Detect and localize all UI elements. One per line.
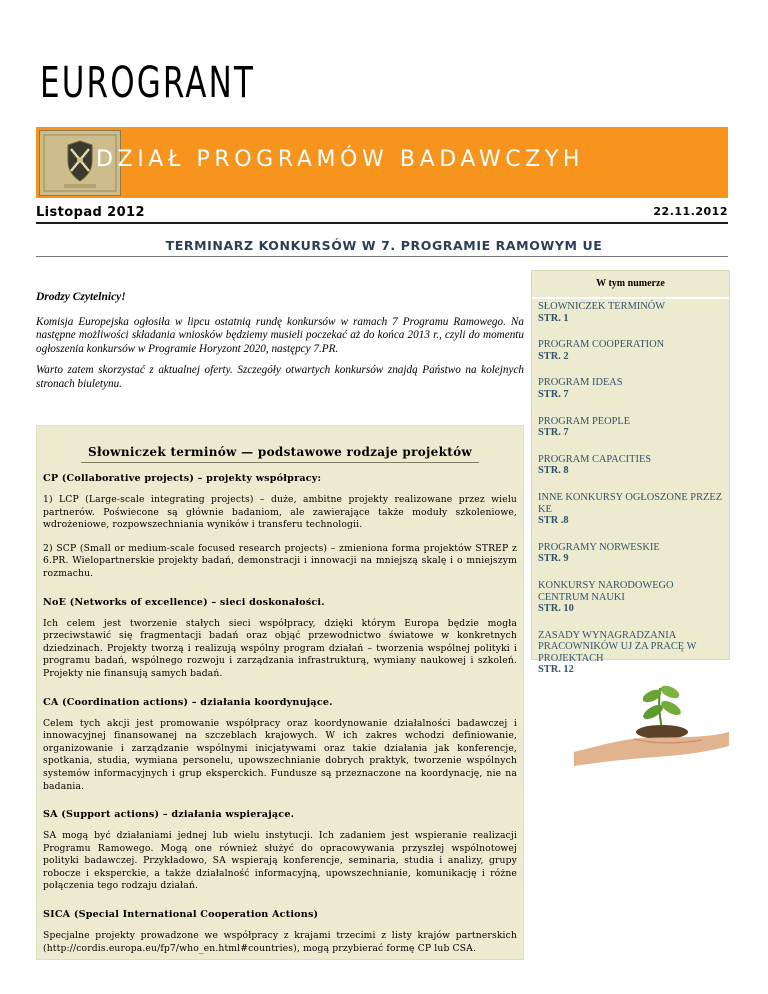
contents-item-title: INNE KONKURSY OGŁOSZONE PRZEZ KE [538, 491, 723, 515]
contents-item[interactable] [538, 580, 724, 615]
glossary-paragraph: 1) LCP (Large-scale integrating projects) – duże, ambitne projekty realizowane przez wielu partnerów. Poświecone są głównie badaniom, ale zawierające także moduły szkoleniowe, wdrożeniowe, rozpowszechniania wyników i transferu technologii. [43, 494, 517, 531]
header-divider [36, 222, 728, 224]
contents-item-page: STR. 2 [538, 350, 569, 362]
glossary-divider [81, 462, 479, 463]
contents-item[interactable] [538, 542, 724, 565]
contents-item-page: STR. 7 [538, 388, 569, 400]
contents-item-title: PROGRAM IDEAS [538, 377, 623, 389]
title-divider [36, 256, 728, 257]
intro-paragraph: Warto zatem skorzystać z aktualnej oferty. Szczegóły otwartych konkursów znajdą Państwo na kolejnych stronach biuletynu. [36, 364, 524, 390]
contents-item[interactable] [538, 630, 724, 676]
glossary-paragraph: Celem tych akcji jest promowanie współpracy oraz koordynowanie działalności badawczej i innowacyjnej finansowanej na szczeblach krajowych. W ich zakres wchodzi definiowanie, organizowanie i zarządzanie wspólnymi inicjatywami oraz takie działania jak konferencje, spotkania, studia, wymiana personelu, upowszechnianie dobrych praktyk, tworzenie wspólnych systemów informacyjnych i grup eksperckich. Fundusze są przeznaczone na koordynację, nie na badania. [43, 717, 517, 792]
contents-item-title: SŁOWNICZEK TERMINÓW [538, 301, 666, 312]
contents-item[interactable] [538, 301, 724, 324]
contents-item-title: KONKURSY NARODOWEGO CENTRUM NAUKI [538, 579, 674, 603]
contents-item[interactable] [538, 454, 724, 477]
glossary-term: CA (Coordination actions) – działania koordynujące. [43, 696, 333, 708]
contents-item-page: STR .8 [538, 515, 569, 527]
glossary-term: SICA (Special International Cooperation Actions) [43, 909, 319, 921]
contents-item-page: STR. 8 [538, 465, 569, 477]
contents-item-page: STR. 9 [538, 553, 569, 565]
glossary-term: SA (Support actions) – działania wspierające. [43, 809, 295, 821]
glossary-title: Słowniczek terminów — podstawowe rodzaje projektów [88, 445, 472, 459]
contents-item[interactable] [538, 339, 724, 362]
issue-date: 22.11.2012 [653, 205, 728, 218]
contents-item-title: PROGRAM PEOPLE [538, 415, 631, 427]
banner-title: DZIAŁ PROGRAMÓW BADAWCZYH [96, 147, 585, 172]
contents-item-page: STR. 12 [538, 664, 574, 676]
glossary-term: CP (Collaborative projects) – projekty współpracy: [43, 473, 322, 484]
contents-item[interactable] [538, 492, 724, 527]
contents-item-title: PROGRAM CAPACITIES [538, 453, 652, 465]
contents-item-title: PROGRAMY NORWESKIE [538, 541, 660, 553]
contents-item-page: STR. 1 [538, 312, 569, 324]
hand-plant-illustration [574, 682, 729, 770]
glossary-paragraph: 2) SCP (Small or medium-scale focused research projects) – zmieniona forma projektów STREP z 6.PR. Wielopartnerskie projekty badań, demonstracji i innowacji na mniejszą skalę i o mniejszym rozmachu. [43, 542, 517, 579]
contents-item[interactable] [538, 416, 724, 439]
newsletter-brand: EUROGRANT [40, 58, 256, 108]
contents-item-title: ZASADY WYNAGRADZANIA PRACOWNIKÓW UJ ZA PRACĘ W PROJEKTACH [538, 629, 697, 664]
glossary-panel [36, 425, 524, 960]
contents-sidebar [531, 270, 730, 676]
sidebar-heading: W tym numerze [532, 271, 729, 299]
intro-greeting: Drodzy Czytelnicy! [36, 291, 126, 303]
glossary-body [43, 473, 517, 966]
issue-month: Listopad 2012 [36, 205, 145, 220]
main-title: TERMINARZ KONKURSÓW W 7. PROGRAMIE RAMOWYM UE [165, 238, 603, 253]
glossary-paragraph: Specjalne projekty prowadzone we współpracy z krajami trzecimi z listy krajów partnerskich (http://cordis.europa.eu/fp7/who_en.html#countries), mogą przybierać formę CP lub CSA. [43, 930, 517, 954]
contents-item-title: PROGRAM COOPERATION [538, 339, 665, 351]
contents-item[interactable] [538, 377, 724, 400]
glossary-paragraph: SA mogą być działaniami jednej lub wielu instytucji. Ich zadaniem jest wspieranie realizacji Programu Ramowego. Mogą one również służyć do opracowywania przyszłej wspólnotowej polityki badawczej. Przykładowo, SA wspierają konferencje, seminaria, studia i analizy, grupy robocze i eksperckie, a także działalność informacyjną, upowszechnianie, komunikację i różne połączenia tego rodzaju działań. [43, 830, 517, 892]
glossary-term: NoE (Networks of excellence) – sieci doskonałości. [43, 596, 325, 608]
contents-item-page: STR. 10 [538, 603, 574, 615]
hand-with-seedling-icon [574, 682, 729, 770]
intro-paragraph: Komisja Europejska ogłosiła w lipcu ostatnią rundę konkursów w ramach 7 Programu Ramowego. Na następne możliwości składania wniosków będziemy musieli poczekać aż do końca 2013 r., czyli do momentu ogłoszenia konkursów w Programie Horyzont 2020, następcy 7.PR. [36, 315, 524, 355]
contents-item-page: STR. 7 [538, 427, 569, 439]
intro-section [36, 270, 524, 396]
glossary-paragraph: Ich celem jest tworzenie stałych sieci współpracy, dzięki którym Europa będzie mogła przeciwstawić się fragmentacji badań oraz objąć przewodnictwo światowe w konkretnych dziedzinach. Projekty tworzą i realizują wspólny program działań – tworzenia wspólnej polityki i programu badań, wspólnego rozwoju i zarządzania infrastrukturą, wymiany naukowej i szkoleń. Projekty nie finansują samych badań. [43, 617, 517, 679]
contents-list [538, 301, 724, 691]
